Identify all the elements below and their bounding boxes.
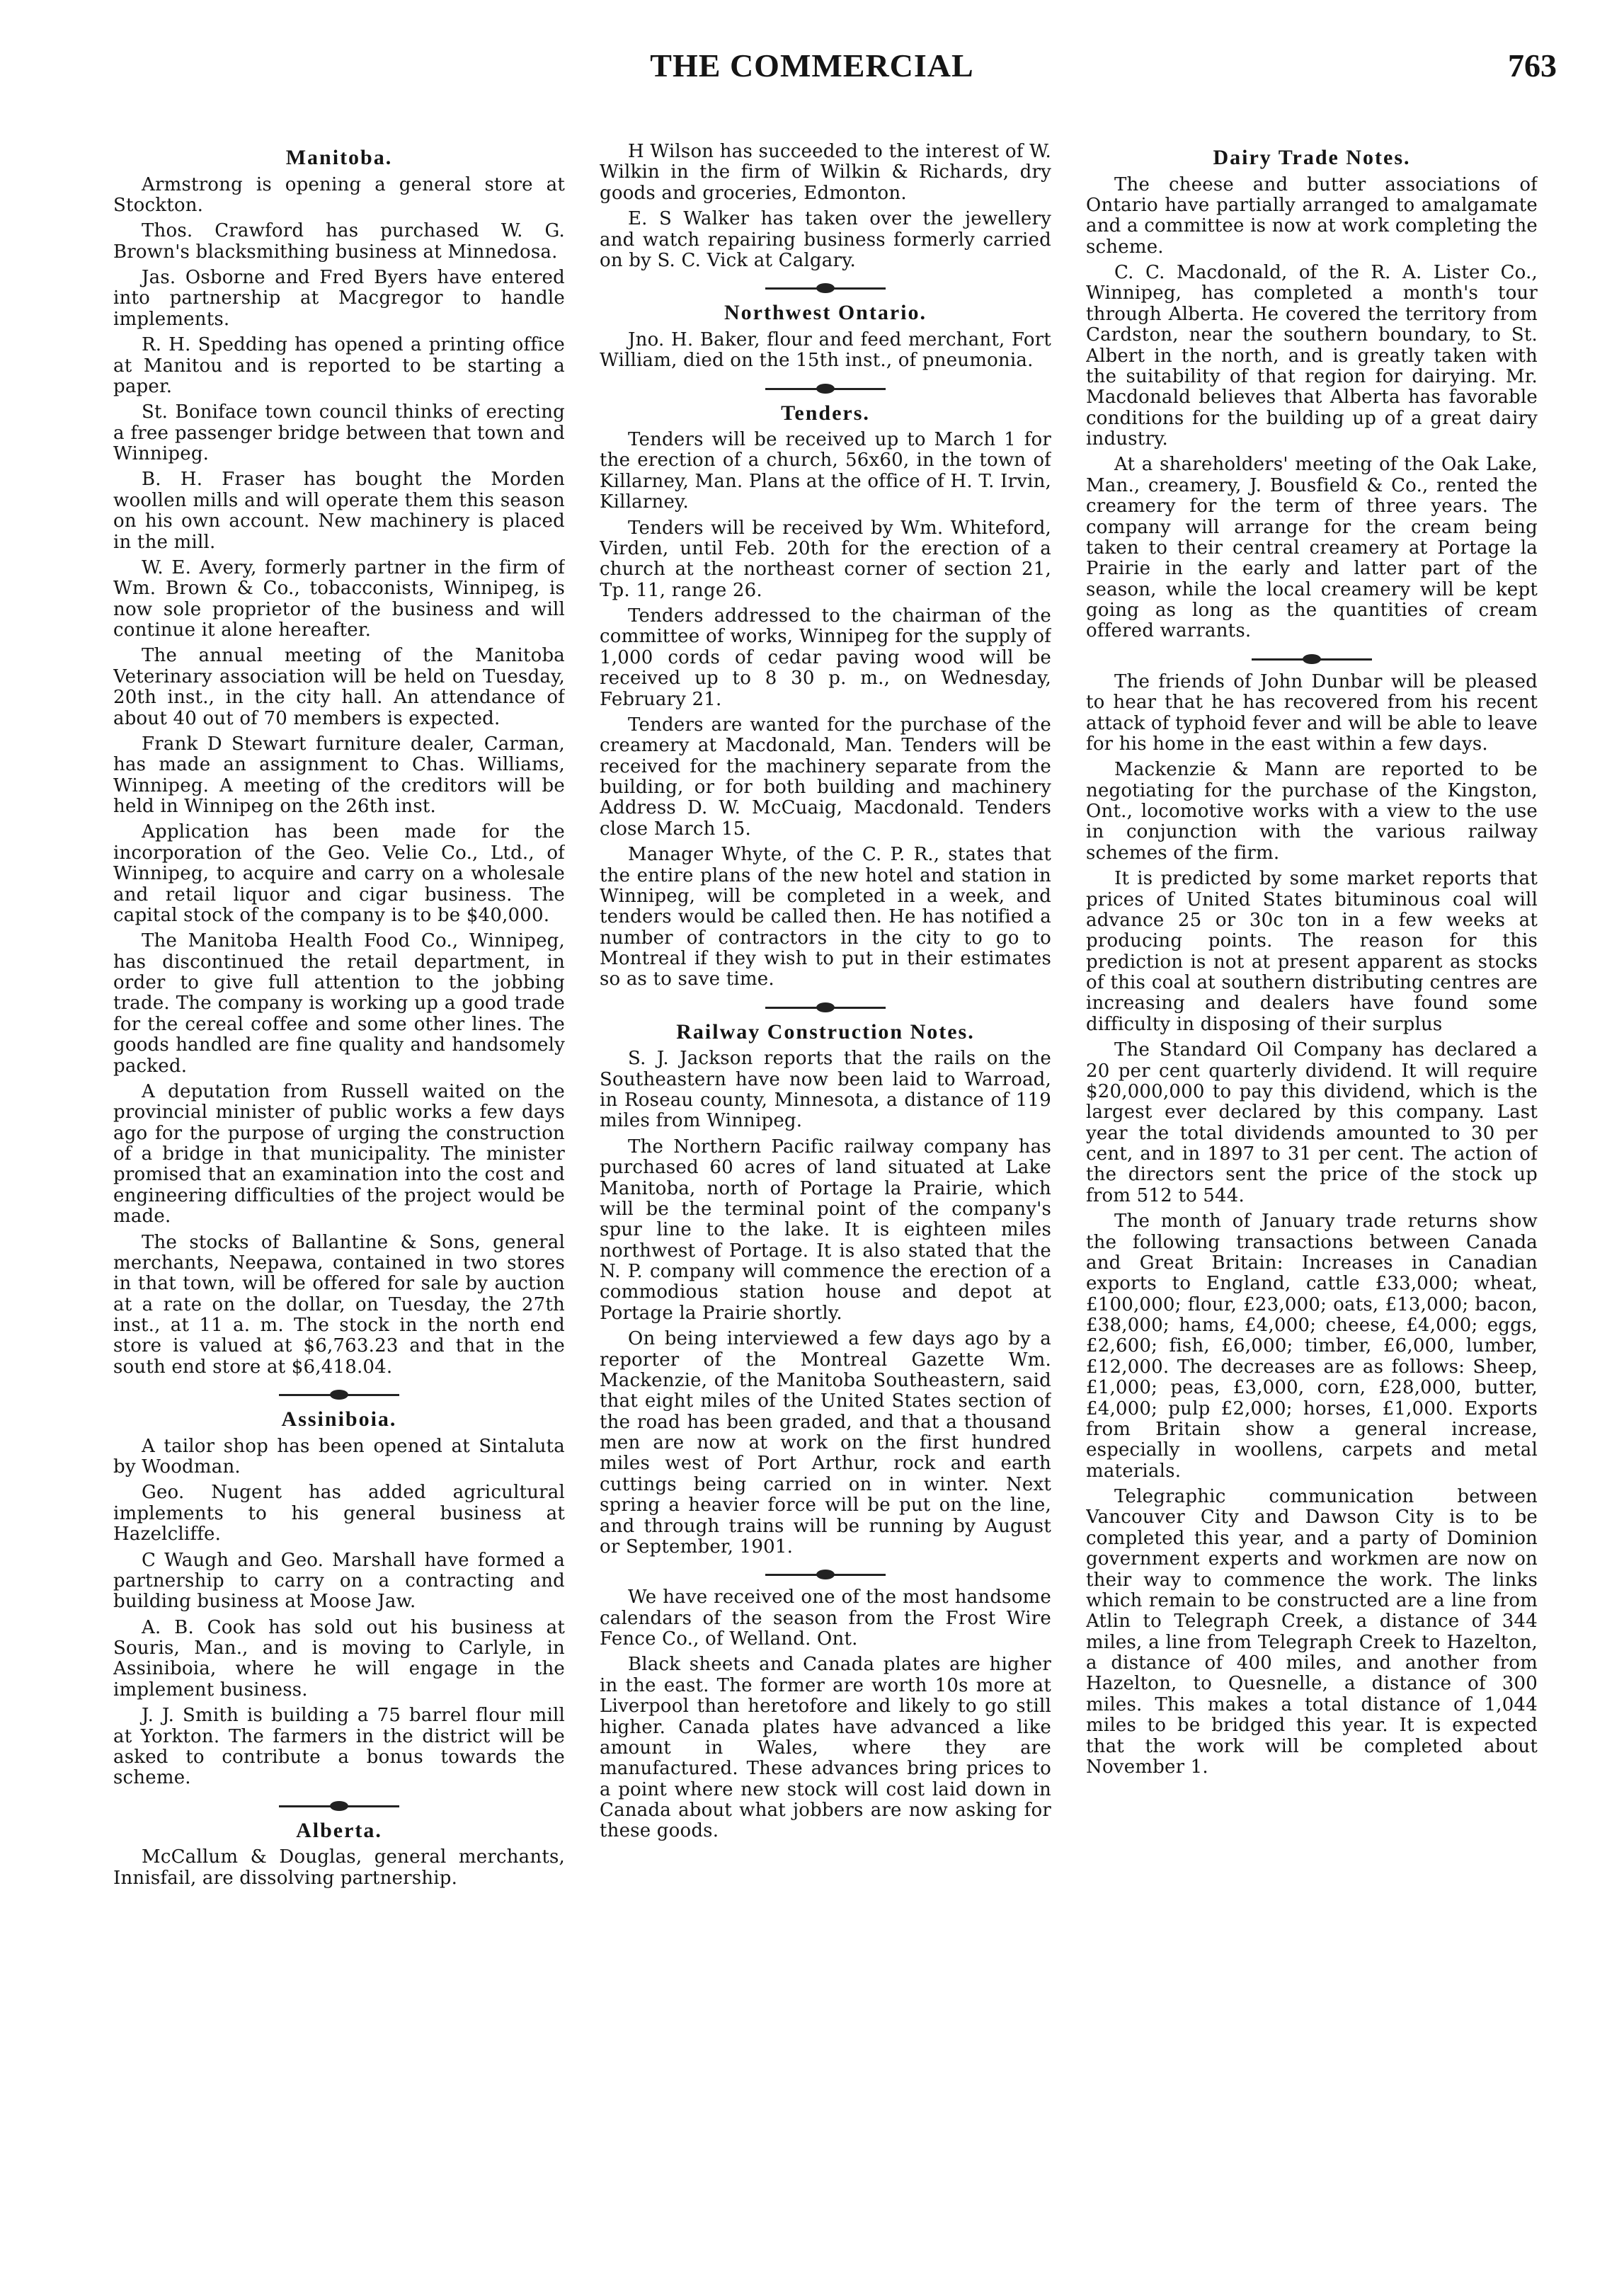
section-heading: Alberta.	[296, 1818, 382, 1842]
news-item: It is predicted by some market reports that prices of United States bituminous coal will advance 25 or 30c ton in a few weeks at producing points. The reason for this prediction is not at present apparent as stocks of this coal at southern distributing centres are increasing and dealers have found some difficulty in disposing of their surplus	[1086, 868, 1538, 1035]
news-item: Telegraphic communication between Vancouver City and Dawson City is to be completed this year, and a party of Dominion government experts and workmen are now on their way to commence the work. The links which remain to be constructed are a line from Atlin to Telegraph Creek, a distance of 344 miles, a line from Telegraph Creek to Hazelton, a distance of 400 miles, and another from Hazelton, to Quesnelle, a distance of 300 miles. This makes a total distance of 1,044 miles to be bridged this year. It is expected that the work will be completed about November 1.	[1086, 1486, 1538, 1778]
news-item: On being interviewed a few days ago by a reporter of the Montreal Gazette Wm. Mackenzie, of the Manitoba Southeastern, said that eight miles of the United States section of the road has been graded, and that a thousand men are now at work on the first hundred miles west of Port Arthur, rock and earth cuttings being carried on in winter. Next spring a heavier force will be put on the line, and through trains will be running by August or September, 1901.	[600, 1328, 1051, 1558]
news-item: Manager Whyte, of the C. P. R., states that the entire plans of the new hotel and station in Winnipeg, will be completed in a week, and tenders would be called then. He has notified a number of contractors in the city to go to Montreal if they wish to put in their estimates so as to save time.	[600, 844, 1051, 990]
news-item: Jno. H. Baker, flour and feed merchant, Fort William, died on the 15th inst., of pneumonia.	[600, 328, 1051, 372]
section-heading: Tenders.	[781, 401, 870, 425]
news-item: Tenders will be received by Wm. Whiteford, Virden, until Feb. 20th for the erection of a church at the northeast corner of section 21, Tp. 11, range 26.	[600, 517, 1051, 601]
news-item: Thos. Crawford has purchased W. G. Brown's blacksmithing business at Minnedosa.	[113, 220, 565, 263]
news-item: C. C. Macdonald, of the R. A. Lister Co., Winnipeg, has completed a month's tour through Alberta. He covered the territory from Cardston, near the southern boundary, to St. Albert in the north, and is greatly taken with the suitability of that region for dairying. Mr. Macdonald believes that Alberta has favorable conditions for the building up of a great dairy industry.	[1086, 262, 1538, 450]
news-item: E. S Walker has taken over the jewellery and watch repairing business formerly carried on by S. C. Vick at Calgary.	[600, 208, 1051, 271]
section-heading: Dairy Trade Notes.	[1213, 146, 1411, 169]
column-3	[1086, 142, 1538, 2237]
news-item: C Waugh and Geo. Marshall have formed a partnership to carry on a contracting and building business at Moose Jaw.	[113, 1549, 565, 1613]
section-heading: Northwest Ontario.	[724, 301, 927, 325]
news-item: W. E. Avery, formerly partner in the firm of Wm. Brown & Co., tobacconists, Winnipeg, is now sole proprietor of the business and will continue it alone hereafter.	[113, 556, 565, 641]
news-item: The Northern Pacific railway company has purchased 60 acres of land situated at Lake Manitoba, north of Portage la Prairie, which will be the terminal point of the company's spur line to the lake. It is eighteen miles northwest of Portage. It is also stated that the N. P. company will commence the erection of a commodious station house and depot at Portage la Prairie shortly.	[600, 1136, 1051, 1324]
news-item: We have received one of the most handsome calendars of the season from the Frost Wire Fence Co., of Welland. Ont.	[600, 1587, 1051, 1650]
news-item: Tenders addressed to the chairman of the committee of works, Winnipeg for the supply of 1,000 cords of cedar paving wood will be received up to 8 30 p. m., on Wednesday, February 21.	[600, 605, 1051, 710]
news-item: R. H. Spedding has opened a printing office at Manitou and is reported to be starting a paper.	[113, 334, 565, 397]
page-number: 763	[1508, 47, 1557, 84]
news-item: The Manitoba Health Food Co., Winnipeg, has discontinued the retail department, in order to give full attention to the jobbing trade. The company is working up a good trade for the cereal coffee and some other lines. The goods handled are fine quality and handsomely packed.	[113, 930, 565, 1077]
column-1	[113, 142, 565, 2237]
section-heading: Railway Construction Notes.	[676, 1019, 975, 1044]
section-heading: Assiniboia.	[281, 1407, 397, 1431]
news-item: The stocks of Ballantine & Sons, general merchants, Neepawa, contained in two stores in that town, will be offered for sale by auction at a rate on the dollar, on Tuesday, the 27th inst., at 11 a. m. The stock in the north end store is valued at $6,763.23 and that in the south end store at $6,418.04.	[113, 1231, 565, 1378]
news-item: The friends of John Dunbar will be pleased to hear that he has recovered from his recent attack of typhoid fever and will be able to leave for his home in the east within a few days.	[1086, 670, 1538, 755]
news-item: A tailor shop has been opened at Sintaluta by Woodman.	[113, 1435, 565, 1478]
section-divider	[765, 1002, 886, 1013]
news-item: J. J. Smith is building a 75 barrel flour mill at Yorkton. The farmers in the district will be asked to contribute a bonus towards the scheme.	[113, 1705, 565, 1789]
news-item: The Standard Oil Company has declared a 20 per cent quarterly dividend. It will require $20,000,000 to pay this dividend, which is the largest ever declared by this company. Last year the total dividends amounted to 30 per cent, and in 1897 to 31 per cent. The action of the directors sent the price of the stock up from 512 to 544.	[1086, 1039, 1538, 1206]
news-item: H Wilson has succeeded to the interest of W. Wilkin in the firm of Wilkin & Richards, dry goods and groceries, Edmonton.	[600, 142, 1051, 204]
news-item: The annual meeting of the Manitoba Veterinary association will be held on Tuesday, 20th inst., in the city hall. An attendance of about 40 out of 70 members is expected.	[113, 645, 565, 729]
section-divider	[765, 282, 886, 294]
section-divider	[1252, 653, 1372, 665]
masthead	[0, 47, 1624, 118]
news-item: McCallum & Douglas, general merchants, Innisfail, are dissolving partnership.	[113, 1846, 565, 1889]
news-item: B. H. Fraser has bought the Morden woollen mills and will operate them this season on his own account. New machinery is placed in the mill.	[113, 469, 565, 553]
section-divider	[279, 1389, 399, 1400]
news-item: A deputation from Russell waited on the provincial minister of public works a few days ago for the purpose of urging the construction of a bridge in that municipality. The minister promised that an examination into the cost and engineering difficulties of the project would be made.	[113, 1080, 565, 1228]
news-item: Black sheets and Canada plates are higher in the east. The former are worth 10s more at Liverpool than heretofore and likely to go still higher. Canada plates have advanced a like amount in Wales, where they are manufactured. These advances bring prices to a point where new stock will cost laid down in Canada about what jobbers are now asking for these goods.	[600, 1654, 1051, 1842]
news-item: Jas. Osborne and Fred Byers have entered into partnership at Macgregor to handle implements.	[113, 267, 565, 330]
section-divider	[765, 383, 886, 394]
news-item: The cheese and butter associations of Ontario have partially arranged to amalgamate and a committee is now at work completing the scheme.	[1086, 173, 1538, 258]
news-item: S. J. Jackson reports that the rails on the Southeastern have now been laid to Warroad, in Roseau county, Minnesota, a distance of 119 miles from Winnipeg.	[600, 1048, 1051, 1132]
news-item: Tenders are wanted for the purchase of the creamery at Macdonald, Man. Tenders will be received for the machinery separate from the building, or for both building and machinery Address D. W. McCuaig, Macdonald. Tenders close March 15.	[600, 714, 1051, 840]
news-item: Geo. Nugent has added agricultural implements to his general business at Hazelcliffe.	[113, 1482, 565, 1545]
section-heading: Manitoba.	[285, 146, 393, 169]
column-2	[600, 142, 1051, 2237]
news-item: Mackenzie & Mann are reported to be negotiating for the purchase of the Kingston, Ont., locomotive works with a view to the use in conjunction with the various railway schemes of the firm.	[1086, 759, 1538, 864]
section-divider	[279, 1800, 399, 1812]
news-item: Armstrong is opening a general store at Stockton.	[113, 173, 565, 216]
news-item: St. Boniface town council thinks of erecting a free passenger bridge between that town and Winnipeg.	[113, 401, 565, 464]
news-item: At a shareholders' meeting of the Oak Lake, Man., creamery, J. Bousfield & Co., rented the creamery for the term of three years. The company will arrange for the cream being taken to their central creamery at Portage la Prairie in the early and latter part of the season, while the local creamery will be kept going as long as the quantities of cream offered warrants.	[1086, 454, 1538, 642]
newspaper-title: THE COMMERCIAL	[650, 47, 974, 84]
news-item: Application has been made for the incorporation of the Geo. Velie Co., Ltd., of Winnipeg, to acquire and carry on a wholesale and retail liquor and cigar business. The capital stock of the company is to be $40,000.	[113, 821, 565, 926]
news-item: A. B. Cook has sold out his business at Souris, Man., and is moving to Carlyle, in Assiniboia, where he will engage in the implement business.	[113, 1616, 565, 1701]
news-item: Frank D Stewart furniture dealer, Carman, has made an assignment to Chas. Williams, Winnipeg. A meeting of the creditors will be held in Winnipeg on the 26th inst.	[113, 733, 565, 817]
news-item: Tenders will be received up to March 1 for the erection of a church, 56x60, in the town of Killarney, Man. Plans at the office of H. T. Irvin, Killarney.	[600, 429, 1051, 513]
news-item: The month of January trade returns show the following transactions between Canada and Great Britain: Increases in Canadian exports to England, cattle £33,000; wheat, £100,000; flour, £23,000; oats, £13,000; bacon, £38,000; hams, £4,000; cheese, £4,000; eggs, £2,600; fish, £6,000; timber, £6,000, lumber, £12,000. The decreases are as follows: Sheep, £1,000; peas, £3,000, corn, £28,000, butter, £4,000; pulp £2,000; horses, £1,000. Exports from Britain show a general increase, especially in woollens, carpets and metal materials.	[1086, 1211, 1538, 1482]
section-divider	[765, 1569, 886, 1580]
